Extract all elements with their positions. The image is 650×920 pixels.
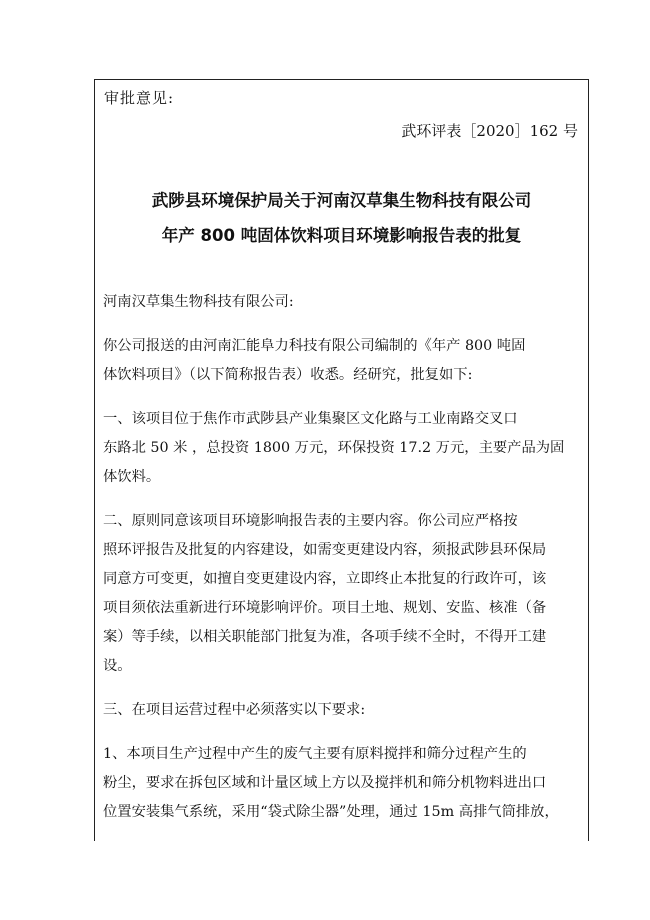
paragraph-line: 项目须依法重新进行环境影响评价。项目土地、规划、安监、核准（备 xyxy=(103,600,547,616)
paragraph-line: 三、在项目运营过程中必须落实以下要求: xyxy=(103,702,366,718)
document-number: 武环评表［2020］162 号 xyxy=(401,122,578,140)
document-title-line-1: 武陟县环境保护局关于河南汉草集生物科技有限公司 xyxy=(151,191,532,210)
document-body xyxy=(103,288,581,827)
paragraph-line: 照环评报告及批复的内容建设，如需变更建设内容，须报武陟县环保局 xyxy=(103,542,547,558)
paragraph-line: 体饮料。 xyxy=(103,469,161,485)
paragraph-line: 设。 xyxy=(103,658,132,674)
paragraph-line: 体饮料项目》（以下简称报告表）收悉。经研究，批复如下: xyxy=(103,367,473,383)
paragraph-line: 一、该项目位于焦作市武陟县产业集聚区文化路与工业南路交叉口 xyxy=(103,411,518,427)
paragraph-line: 二、原则同意该项目环境影响报告表的主要内容。你公司应严格按 xyxy=(103,513,518,529)
paragraph-line: 位置安装集气系统，采用“袋式除尘器”处理，通过 15m 高排气筒排放， xyxy=(103,804,559,820)
approval-label: 审批意见: xyxy=(104,89,175,107)
paragraph-line: 东路北 50 米 ，总投资 1800 万元，环保投资 17.2 万元，主要产品为固 xyxy=(103,440,565,456)
addressee: 河南汉草集生物科技有限公司: xyxy=(103,294,294,310)
paragraph-line: 1、本项目生产过程中产生的废气主要有原料搅拌和筛分过程产生的 xyxy=(103,746,527,762)
paragraph-line: 你公司报送的由河南汇能阜力科技有限公司编制的《年产 800 吨固 xyxy=(103,338,526,354)
paragraph-line: 粉尘，要求在拆包区域和计量区域上方以及搅拌机和筛分机物料进出口 xyxy=(103,775,547,791)
paragraph-line: 同意方可变更，如擅自变更建设内容，立即终止本批复的行政许可，该 xyxy=(103,571,547,587)
document-title-line-2: 年产 800 吨固体饮料项目环境影响报告表的批复 xyxy=(161,226,522,245)
paragraph-line: 案）等手续，以相关职能部门批复为准，各项手续不全时，不得开工建 xyxy=(103,629,547,645)
